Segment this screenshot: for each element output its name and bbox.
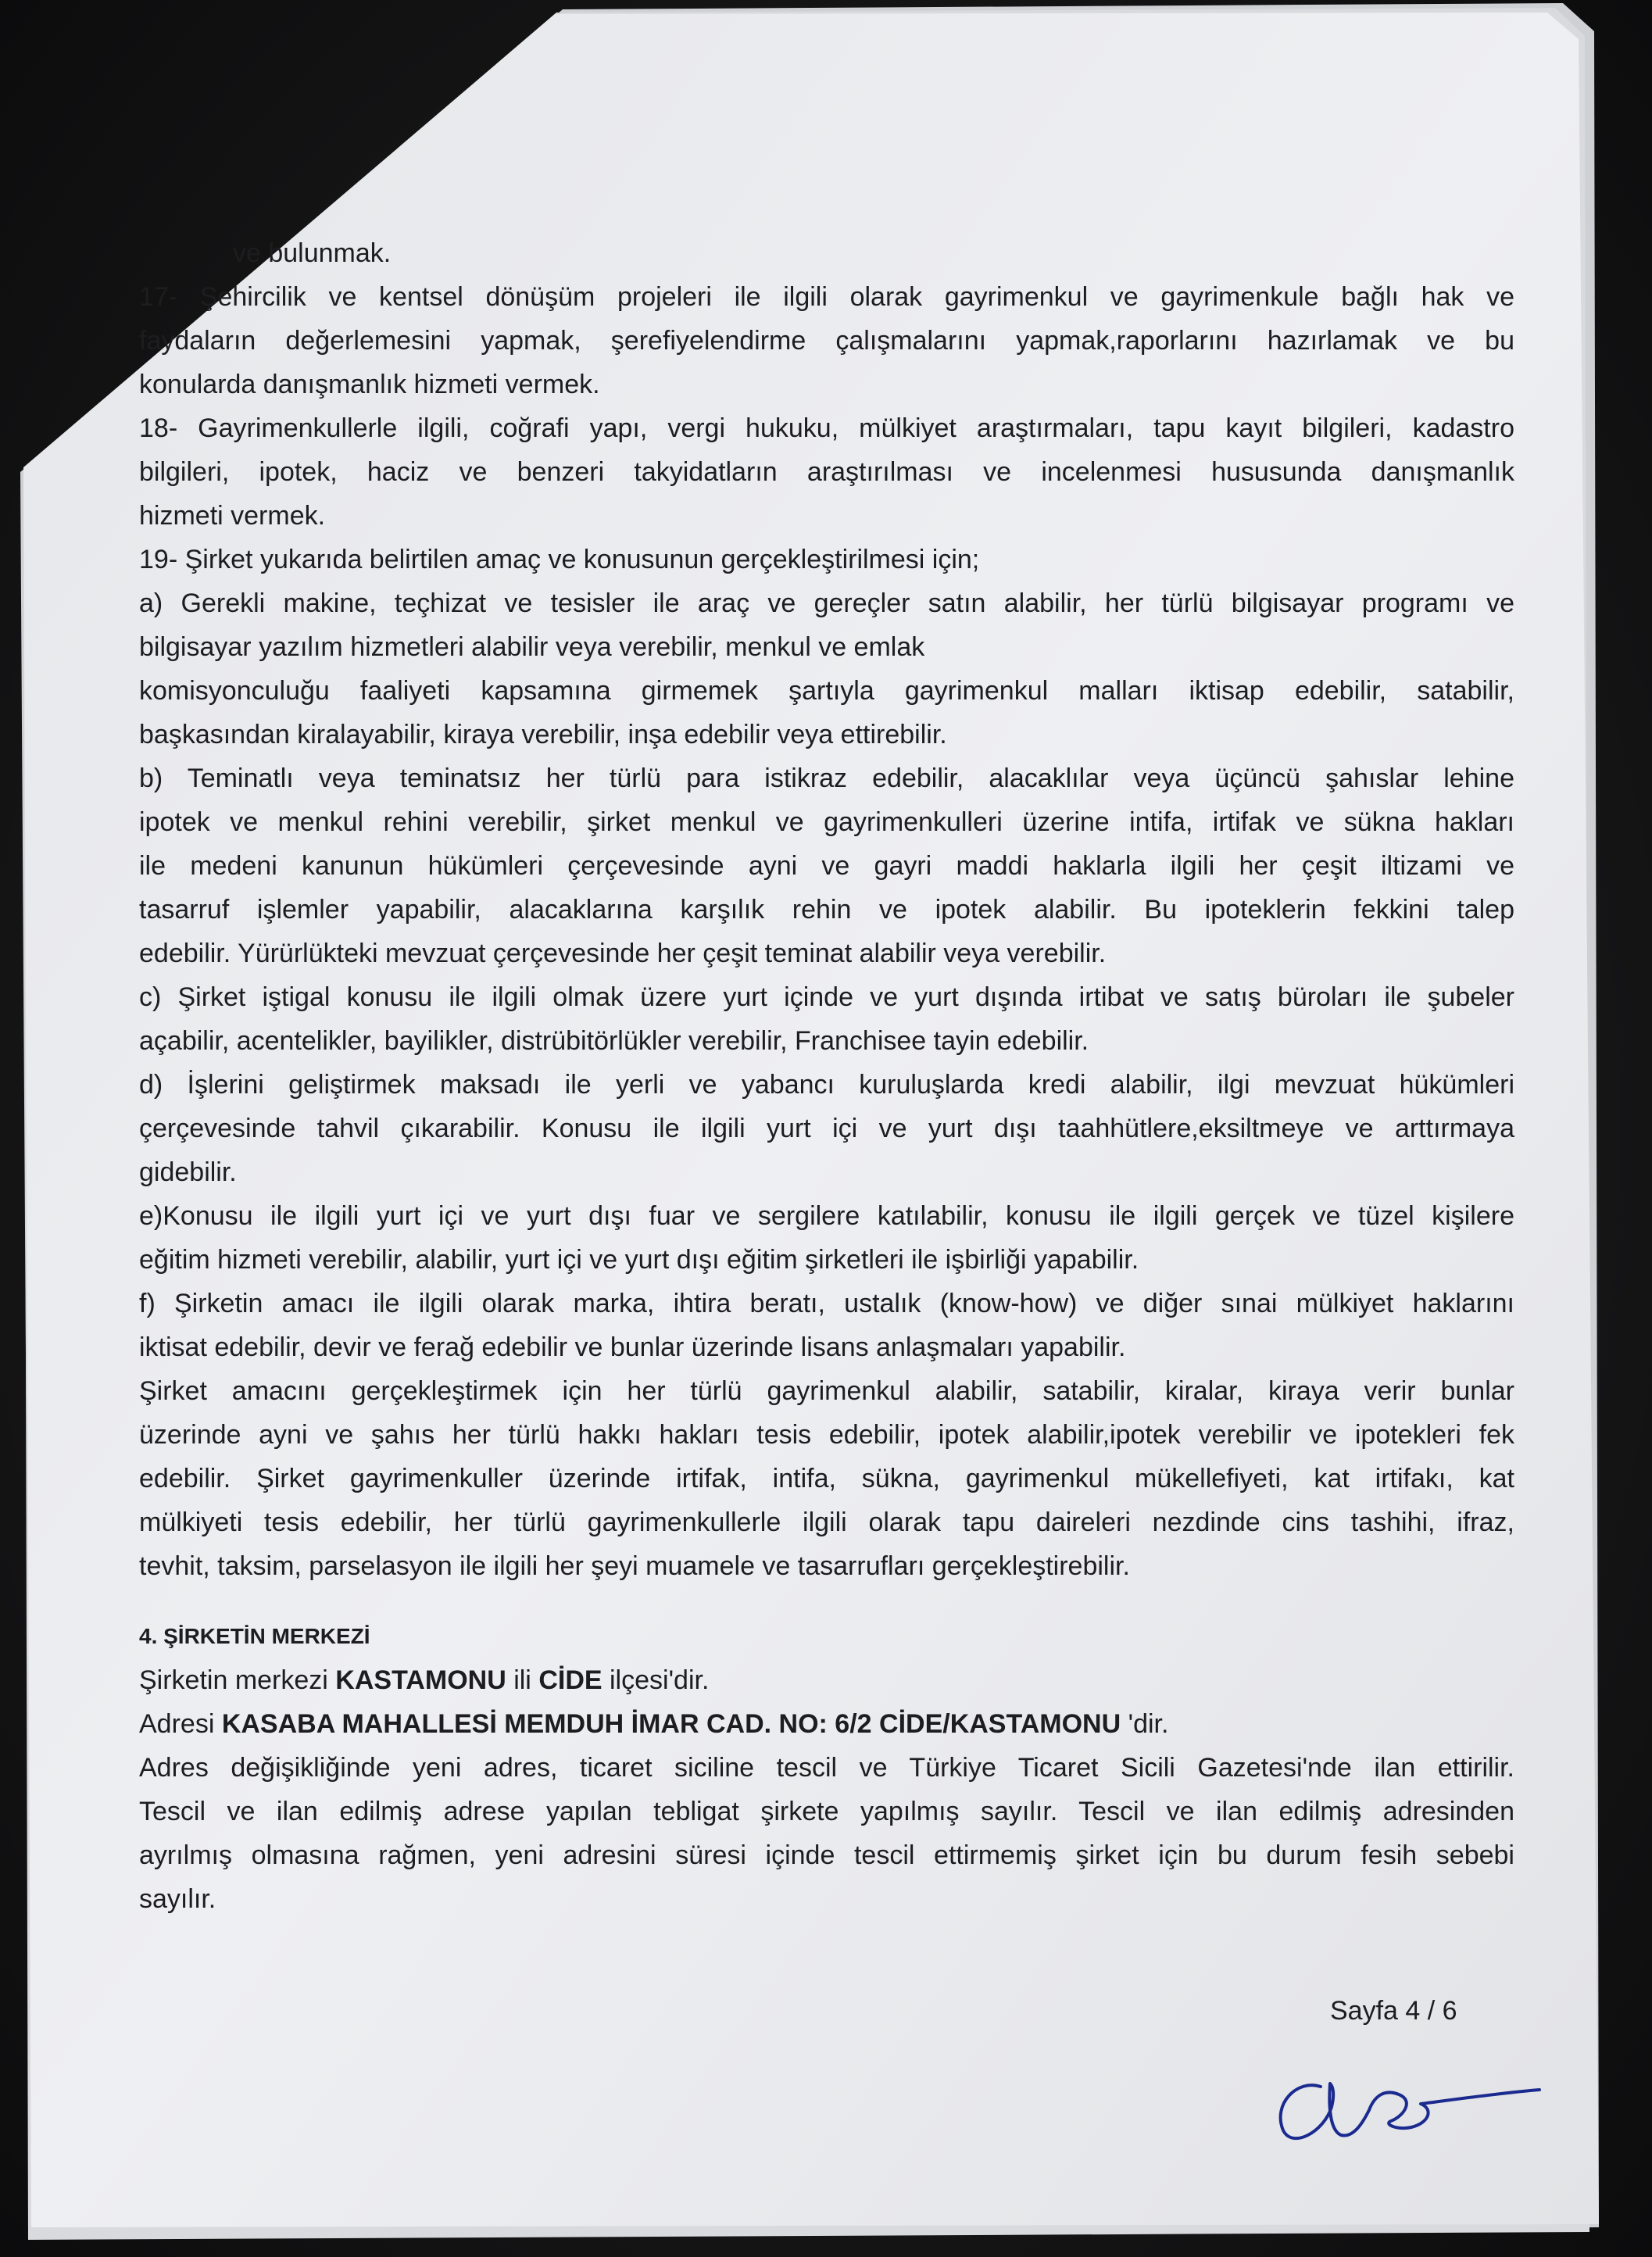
text-line: mülkiyeti tesis edebilir, her türlü gayrimenkullerle ilgili olarak tapu daireleri nezdinde cins tashihi, ifraz, [139,1508,1514,1537]
text-line: 18- Gayrimenkullerle ilgili, coğrafi yapı, vergi hukuku, mülkiyet araştırmaları, tapu kayıt bilgileri, kadastro [139,413,1514,443]
company-city-line [139,1658,1514,1702]
company-address-line [139,1702,1514,1746]
text-line: iktisat edebilir, devir ve ferağ edebilir ve bunlar üzerinde lisans anlaşmaları yapabilir. [139,1332,1126,1362]
document-body [139,231,1514,1921]
text-line: Şirket amacını gerçekleştirmek için her türlü gayrimenkul alabilir, satabilir, kiralar, kiraya verir bunlar [139,1376,1514,1406]
text-line: konularda danışmanlık hizmeti vermek. [139,370,600,399]
text-line: 17- Şehircilik ve kentsel dönüşüm projeleri ile ilgili olarak gayrimenkul ve gayrimenkule bağlı hak ve [139,282,1514,312]
address-value: KASABA MAHALLESİ MEMDUH İMAR CAD. NO: 6/2 CİDE/KASTAMONU [221,1709,1121,1739]
text-line: ayrılmış olmasına rağmen, yeni adresini süresi içinde tescil ettirmemiş şirket için bu durum fesih sebebi [139,1840,1514,1870]
address-suffix: 'dir. [1121,1709,1169,1739]
text-line: Tescil ve ilan edilmiş adrese yapılan tebligat şirkete yapılmış sayılır. Tescil ve ilan edilmiş adresinden [139,1797,1514,1826]
text-line: edebilir. Yürürlükteki mevzuat çerçevesinde her çeşit teminat alabilir veya verebilir. [139,939,1107,968]
text-line: ipotek ve menkul rehini verebilir, şirket menkul ve gayrimenkulleri üzerine intifa, irtifak ve sükna hakları [139,807,1514,837]
text-line: üzerinde ayni ve şahıs her türlü hakkı hakları tesis edebilir, ipotek alabilir,ipotek verebilir ve ipotekleri fek [139,1420,1514,1450]
district-name: CİDE [538,1665,603,1695]
section-heading: 4. ŞİRKETİN MERKEZİ [139,1624,370,1648]
text-line: ve bulunmak. [233,238,392,268]
text-line: bilgileri, ipotek, haciz ve benzeri takyidatların araştırılması ve incelenmesi hususunda danışmanlık [139,457,1514,487]
page-number: Sayfa 4 / 6 [1330,1996,1457,2026]
text-line: e)Konusu ile ilgili yurt içi ve yurt dışı fuar ve sergilere katılabilir, konusu ile ilgili gerçek ve tüzel kişilere [139,1201,1514,1231]
text-line: çerçevesinde tahvil çıkarabilir. Konusu ile ilgili yurt içi ve yurt dışı taahhütlere,eksiltmeye ve arttırmaya [139,1114,1514,1143]
text-line: f) Şirketin amacı ile ilgili olarak marka, ihtira beratı, ustalık (know-how) ve diğer sınai mülkiyet haklarını [139,1289,1514,1318]
text-line: sayılır. [139,1884,216,1914]
city-name: KASTAMONU [335,1665,506,1695]
text-line: gidebilir. [139,1157,237,1187]
text-line: hizmeti vermek. [139,501,326,531]
text-line: tasarruf işlemler yapabilir, alacaklarına karşılık rehin ve ipotek alabilir. Bu ipoteklerin fekkini talep [139,895,1514,925]
text-line: Adres değişikliğinde yeni adres, ticaret siciline tescil ve Türkiye Ticaret Sicili Gazetesi'nde ilan ettirilir. [139,1753,1514,1783]
text-line: ile medeni kanunun hükümleri çerçevesinde ayni ve gayri maddi haklarla ilgili her çeşit iltizami ve [139,851,1514,881]
city-prefix: Şirketin merkezi [139,1665,336,1695]
text-line: 19- Şirket yukarıda belirtilen amaç ve konusunun gerçekleştirilmesi için; [139,545,980,574]
text-line: komisyonculuğu faaliyeti kapsamına girmemek şartıyla gayrimenkul malları iktisap edebilir, satabilir, [139,676,1514,706]
text-line: d) İşlerini geliştirmek maksadı ile yerli ve yabancı kuruluşlarda kredi alabilir, ilgi mevzuat hükümleri [139,1070,1514,1100]
text-line: c) Şirket iştigal konusu ile ilgili olmak üzere yurt içinde ve yurt dışında irtibat ve satış büroları ile şubeler [139,982,1514,1012]
text-line: a) Gerekli makine, teçhizat ve tesisler ile araç ve gereçler satın alabilir, her türlü bilgisayar programı ve [139,588,1514,618]
text-line: b) Teminatlı veya teminatsız her türlü para istikraz edebilir, alacaklılar veya üçüncü şahıslar lehine [139,764,1514,793]
city-mid: ili [506,1665,539,1695]
address-prefix: Adresi [139,1709,222,1739]
text-line: eğitim hizmeti verebilir, alabilir, yurt içi ve yurt dışı eğitim şirketleri ile işbirliği yapabilir. [139,1245,1139,1275]
text-line: tevhit, taksim, parselasyon ile ilgili her şeyi muamele ve tasarrufları gerçekleştirebilir. [139,1551,1130,1581]
text-line: bilgisayar yazılım hizmetleri alabilir veya verebilir, menkul ve emlak [139,632,925,662]
text-line: edebilir. Şirket gayrimenkuller üzerinde irtifak, intifa, sükna, gayrimenkul mükellefiyeti, kat irtifakı, kat [139,1464,1514,1493]
text-line: açabilir, acentelikler, bayilikler, distrübitörlükler verebilir, Franchisee tayin edebilir. [139,1026,1089,1056]
city-suffix: ilçesi'dir. [602,1665,710,1695]
text-line: faydaların değerlemesini yapmak, şerefiyelendirme çalışmalarını yapmak,raporlarını hazırlamak ve bu [139,326,1514,356]
text-line: başkasından kiralayabilir, kiraya verebilir, inşa edebilir veya ettirebilir. [139,720,947,749]
handwritten-signature [1266,2032,1563,2149]
